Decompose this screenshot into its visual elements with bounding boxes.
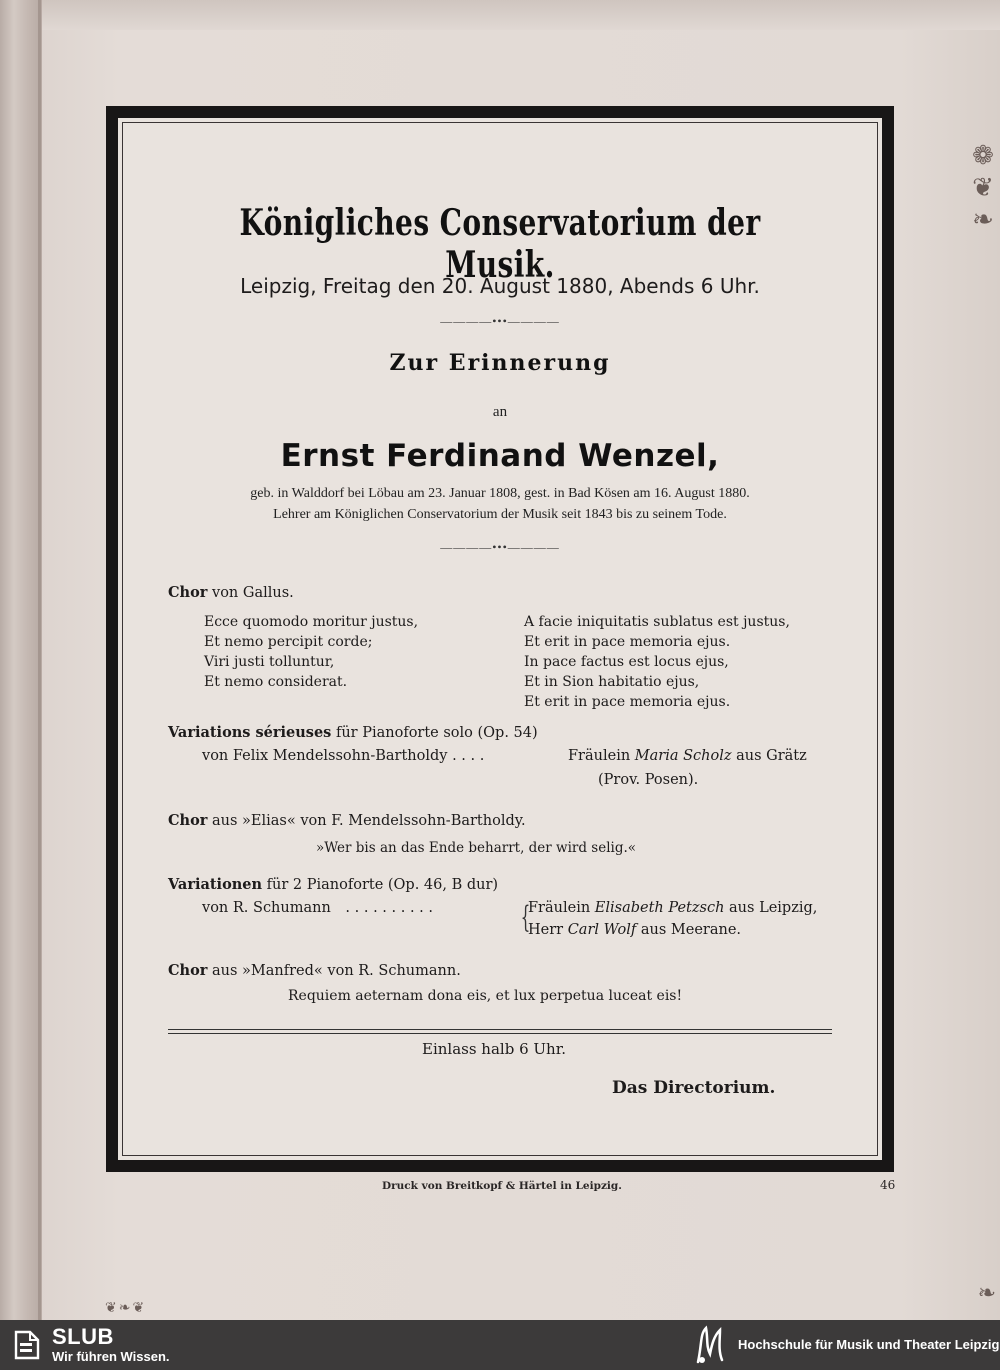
leader-dots: . . . .: [452, 748, 485, 764]
lyric-line: Et in Sion habitatio ejus,: [524, 674, 700, 690]
performer-line: [528, 922, 741, 938]
life-dates: geb. in Walddorf bei Löbau am 23. Januar 1808, gest. in Bad Kösen am 16. August 1880.: [250, 486, 750, 501]
program-item-variationen: [168, 876, 498, 893]
program-label: Chor: [168, 812, 208, 829]
leader-dots: . . . . . . . . . .: [345, 900, 433, 916]
lyric-line: Ecce quomodo moritur justus,: [204, 614, 419, 630]
performer-suffix: aus Leipzig,: [729, 900, 818, 916]
printer-imprint: Druck von Breitkopf & Härtel in Leipzig.: [382, 1180, 622, 1192]
program-item-chor-manfred: [168, 962, 461, 979]
performer-origin: (Prov. Posen).: [598, 772, 699, 788]
slub-tagline: Wir führen Wissen.: [52, 1349, 170, 1364]
lyric-line: Viri justi tolluntur,: [204, 654, 335, 670]
performer-name: Elisabeth Petzsch: [594, 900, 725, 916]
program-item-variations-serieuses: [168, 724, 538, 741]
memorial-preposition: an: [492, 404, 508, 420]
bottom-ornament-icon: ❦❧❦: [105, 1301, 147, 1316]
teacher-line: Lehrer am Königlichen Conservatorium der Musik seit 1843 bis zu seinem Tode.: [273, 507, 727, 522]
performer-suffix: aus Meerane.: [640, 922, 742, 938]
performer-prefix: Herr: [528, 922, 564, 938]
performer-suffix: aus Grätz: [736, 748, 807, 764]
page-title: Königliches Conservatorium der Musik.: [239, 202, 761, 286]
lyric-line: A facie iniquitatis sublatus est justus,: [524, 614, 790, 630]
spine-edge: [38, 0, 41, 1320]
program-label: Chor: [168, 584, 208, 601]
date-line: Leipzig, Freitag den 20. August 1880, Abends 6 Uhr.: [240, 274, 760, 298]
lyric-line: Et erit in pace memoria ejus.: [524, 694, 731, 710]
quote-line: »Wer bis an das Ende beharrt, der wird selig.«: [316, 840, 637, 856]
page-number: 46: [880, 1178, 896, 1192]
program-text: aus »Elias« von F. Mendelssohn-Bartholdy.: [212, 813, 526, 829]
performer-prefix: Fräulein: [528, 900, 591, 916]
performer-name: Carl Wolf: [567, 922, 637, 938]
composer: von R. Schumann: [202, 900, 331, 916]
slub-logo-icon[interactable]: [12, 1328, 42, 1362]
top-page-band: [42, 0, 1000, 30]
lyric-line: In pace factus est locus ejus,: [524, 654, 729, 670]
lyric-line: Et nemo percipit corde;: [204, 634, 373, 650]
composer-line: [202, 748, 484, 764]
performer-line: [528, 900, 817, 916]
slub-name[interactable]: SLUB: [52, 1324, 114, 1349]
signature: Das Directorium.: [612, 1078, 776, 1098]
lyric-line: Et erit in pace memoria ejus.: [524, 634, 731, 650]
program-text: für 2 Pianoforte (Op. 46, B dur): [266, 877, 499, 893]
brace-icon: {: [520, 900, 531, 935]
program-label: Variations sérieuses: [168, 724, 332, 741]
mourning-border-frame: [106, 106, 894, 1172]
footer-bar: [0, 1320, 1000, 1370]
program-label: Variationen: [168, 876, 263, 893]
double-rule-divider: [168, 1029, 832, 1034]
corner-ornament-icon: ❧: [977, 1280, 996, 1305]
program-text: aus »Manfred« von R. Schumann.: [212, 963, 461, 979]
composer-line: [202, 900, 433, 916]
program-item-chor-elias: [168, 812, 526, 829]
memorial-heading: Zur Erinnerung: [389, 350, 611, 376]
hfm-name[interactable]: Hochschule für Musik und Theater Leipzig: [738, 1337, 1000, 1352]
composer: von Felix Mendelssohn-Bartholdy: [202, 748, 448, 764]
quote-line: Requiem aeternam dona eis, et lux perpetua luceat eis!: [288, 988, 683, 1004]
program-text: von Gallus.: [212, 585, 294, 601]
book-spine: [0, 0, 42, 1320]
hfm-logo-icon[interactable]: [692, 1324, 728, 1366]
admission-line: Einlass halb 6 Uhr.: [422, 1040, 566, 1058]
lyric-line: Et nemo considerat.: [204, 674, 348, 690]
margin-ornament-icon: ❁ ❦ ❧: [972, 141, 994, 234]
program-label: Chor: [168, 962, 208, 979]
program-item-chor-gallus: [168, 584, 294, 601]
honoree-name: Ernst Ferdinand Wenzel,: [280, 438, 720, 474]
performer-prefix: Fräulein: [568, 748, 631, 764]
divider-ornament: ————•••————: [440, 540, 560, 554]
performer-name: Maria Scholz: [634, 748, 732, 764]
program-text: für Pianoforte solo (Op. 54): [335, 725, 538, 741]
divider-ornament: ————•••————: [440, 314, 560, 328]
performer-line: [568, 748, 807, 764]
